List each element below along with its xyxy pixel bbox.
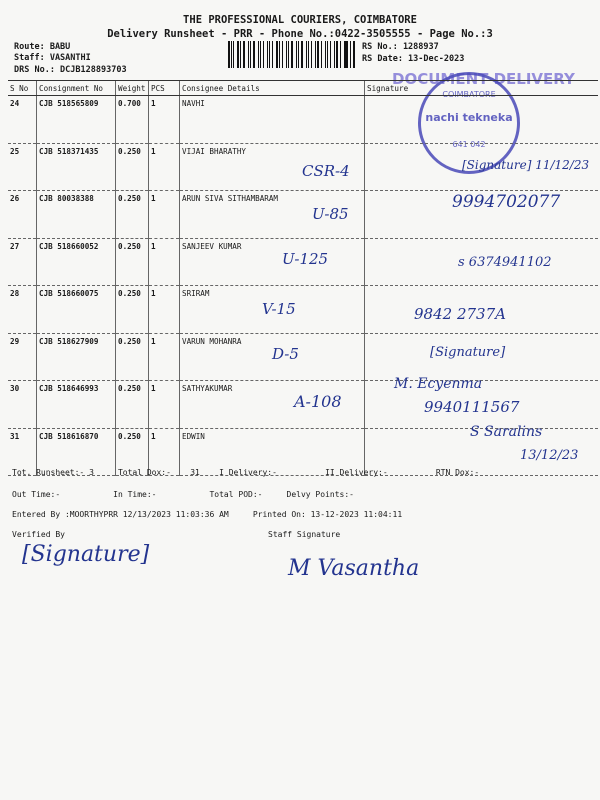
company-title: THE PROFESSIONAL COURIERS, COIMBATORE — [183, 14, 417, 26]
barcode-bar — [263, 41, 265, 68]
barcode — [228, 41, 356, 68]
cell-wt: 0.250 — [116, 381, 149, 429]
barcode-bar — [267, 41, 268, 68]
barcode-bar — [240, 41, 241, 68]
barcode-bar — [288, 41, 289, 68]
barcode-bar — [237, 41, 239, 68]
cell-name: VIJAI BHARATHY — [180, 143, 365, 191]
row26-note: U-85 — [312, 205, 349, 223]
barcode-bar — [301, 41, 303, 68]
barcode-bar — [243, 41, 245, 68]
col-consignee: Consignee Details — [180, 81, 365, 96]
barcode-bar — [345, 41, 347, 68]
row27-note: U-125 — [282, 250, 329, 268]
cell-cno: CJB 518565809 — [37, 96, 116, 144]
barcode-bar — [260, 41, 261, 68]
cell-name: VARUN MOHANRA — [180, 333, 365, 381]
barcode-bar — [296, 41, 298, 68]
col-pcs: PCS — [149, 81, 180, 96]
row30-signature-phone: 9940111567 — [424, 398, 520, 416]
cell-wt: 0.250 — [116, 333, 149, 381]
cell-signature — [365, 96, 599, 144]
barcode-bar — [336, 41, 338, 68]
barcode-bar — [276, 41, 278, 68]
cell-cno: CJB 518660052 — [37, 238, 116, 286]
runsheet-subtitle: Delivery Runsheet - PRR - Phone No.:0422-3505555 - Page No.:3 — [107, 28, 493, 40]
cell-pcs: 1 — [149, 191, 180, 239]
route-label: Route: BABU — [14, 42, 71, 52]
verified-signature: [Signature] — [22, 542, 150, 567]
cell-name: SRIRAM — [180, 286, 365, 334]
cell-wt: 0.700 — [116, 96, 149, 144]
barcode-bar — [350, 41, 351, 68]
stamp-document-delivery: DOCUMENT DELIVERY — [392, 70, 575, 88]
runsheet-table — [8, 80, 598, 476]
barcode-bar — [344, 41, 345, 68]
cell-pcs: 1 — [149, 333, 180, 381]
cell-sno: 24 — [8, 96, 37, 144]
cell-pcs: 1 — [149, 96, 180, 144]
svg-text:641 042: 641 042 — [452, 140, 486, 149]
cell-wt: 0.250 — [116, 428, 149, 476]
cell-cno: CJB 518616870 — [37, 428, 116, 476]
svg-text:COIMBATORE: COIMBATORE — [442, 90, 496, 99]
times-line: Out Time:- In Time:- Total POD:- Delvy Points:- — [12, 490, 354, 499]
barcode-bar — [321, 41, 322, 68]
cell-sno: 28 — [8, 286, 37, 334]
barcode-bar — [282, 41, 283, 68]
staff-signature: M Vasantha — [288, 556, 420, 581]
row30-note: A-108 — [294, 392, 342, 411]
barcode-bar — [253, 41, 255, 68]
cell-name: SANJEEV KUMAR — [180, 238, 365, 286]
barcode-bar — [248, 41, 250, 68]
cell-cno: CJB 518627909 — [37, 333, 116, 381]
entered-by-line: Entered By :MOORTHYPRR 12/13/2023 11:03:36 AM Printed On: 13-12-2023 11:04:11 — [12, 510, 403, 519]
barcode-bar — [269, 41, 270, 68]
row31-signature-name: S Saralins — [470, 424, 543, 440]
staff-signature-label: Staff Signature — [268, 530, 341, 539]
staff-label: Staff: VASANTHI — [14, 53, 91, 63]
cell-pcs: 1 — [149, 381, 180, 429]
cell-wt: 0.250 — [116, 191, 149, 239]
barcode-bar — [286, 41, 288, 68]
table-row — [8, 96, 598, 144]
row27-signature: s 6374941102 — [458, 255, 552, 270]
col-sno: S No — [8, 81, 37, 96]
barcode-bar — [291, 41, 293, 68]
barcode-bar — [317, 41, 319, 68]
barcode-bar — [340, 41, 341, 68]
barcode-bar — [353, 41, 355, 68]
barcode-bar — [327, 41, 328, 68]
cell-name: NAVHI — [180, 96, 365, 144]
barcode-bar — [306, 41, 307, 68]
barcode-bar — [231, 41, 232, 68]
row25-note: CSR-4 — [302, 162, 350, 180]
totals-line: Tot. Runsheet:- 3 Total Dox:- 31 I Delivery:- II Delivery:- RTN Dox:- — [12, 468, 480, 477]
col-weight: Weight — [116, 81, 149, 96]
cell-cno: CJB 80038388 — [37, 191, 116, 239]
row28-note: V-15 — [262, 300, 296, 318]
verified-by-label: Verified By — [12, 530, 65, 539]
col-consignment: Consignment No — [37, 81, 116, 96]
cell-cno: CJB 518660075 — [37, 286, 116, 334]
cell-cno: CJB 518371435 — [37, 143, 116, 191]
row25-signature: [Signature] 11/12/23 — [462, 158, 590, 172]
barcode-bar — [325, 41, 327, 68]
row29-signature: [Signature] — [430, 345, 506, 360]
cell-sno: 25 — [8, 143, 37, 191]
cell-pcs: 1 — [149, 428, 180, 476]
barcode-bar — [311, 41, 313, 68]
table-row — [8, 333, 598, 381]
rs-number: RS No.: 1288937 — [362, 42, 439, 52]
barcode-bar — [258, 41, 259, 68]
cell-name: EDWIN — [180, 428, 365, 476]
barcode-bar — [334, 41, 336, 68]
barcode-bar — [308, 41, 309, 68]
cell-cno: CJB 518646993 — [37, 381, 116, 429]
cell-sno: 30 — [8, 381, 37, 429]
barcode-bar — [279, 41, 280, 68]
cell-sno: 26 — [8, 191, 37, 239]
cell-wt: 0.250 — [116, 238, 149, 286]
row28-signature: 9842 2737A — [414, 305, 506, 323]
row30-signature-name: M. Ecyenma — [394, 376, 483, 392]
cell-pcs: 1 — [149, 238, 180, 286]
cell-pcs: 1 — [149, 286, 180, 334]
row29-note: D-5 — [272, 345, 299, 363]
svg-text:nachi tekneka: nachi tekneka — [425, 111, 513, 124]
table-row — [8, 286, 598, 334]
cell-sno: 31 — [8, 428, 37, 476]
cell-name: SATHYAKUMAR — [180, 381, 365, 429]
cell-name: ARUN SIVA SITHAMBARAM — [180, 191, 365, 239]
barcode-bar — [315, 41, 316, 68]
drs-number: DRS No.: DCJB128893703 — [14, 65, 127, 75]
table-header-row — [8, 81, 598, 96]
cell-sno: 29 — [8, 333, 37, 381]
barcode-bar — [298, 41, 299, 68]
cell-pcs: 1 — [149, 143, 180, 191]
cell-wt: 0.250 — [116, 143, 149, 191]
cell-wt: 0.250 — [116, 286, 149, 334]
barcode-bar — [250, 41, 251, 68]
row31-signature-date: 13/12/23 — [520, 448, 579, 463]
barcode-bar — [330, 41, 331, 68]
rs-date: RS Date: 13-Dec-2023 — [362, 54, 465, 64]
barcode-bar — [272, 41, 274, 68]
row26-signature: 9994702077 — [452, 192, 561, 212]
cell-sno: 27 — [8, 238, 37, 286]
col-signature: Signature — [365, 81, 599, 96]
barcode-bar — [233, 41, 234, 68]
barcode-bar — [228, 41, 230, 68]
